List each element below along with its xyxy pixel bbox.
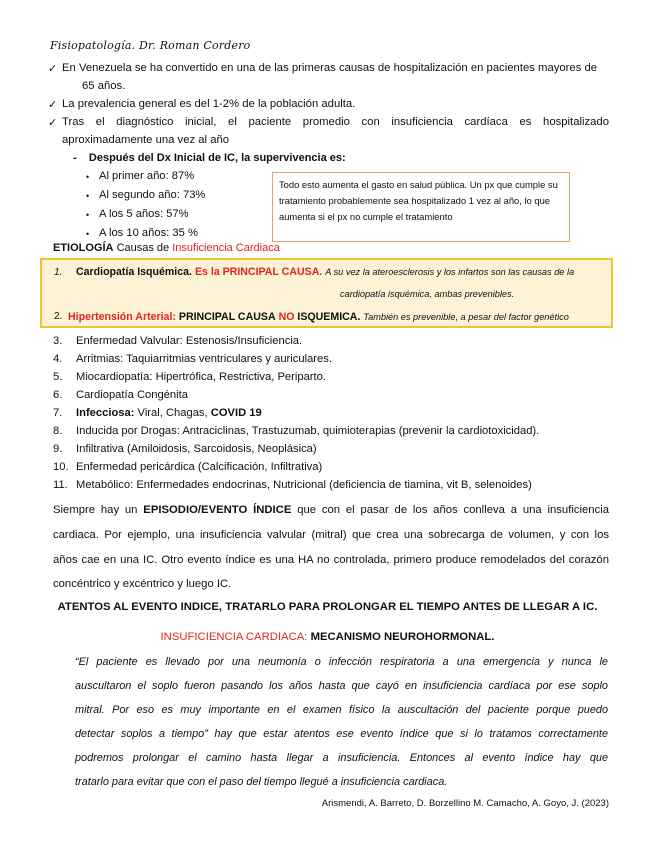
- citation: Arismendi, A. Barreto, D. Borzellino M. Camacho, A. Goyo, J. (2023): [321, 798, 609, 809]
- quote-line: tratarlo para evitar que con el paso del tiempo llegué a insuficiencia cardiaca.: [75, 776, 448, 788]
- event-text: que con el pasar de los años conlleva a una insuficiencia: [297, 504, 610, 516]
- cause-1-number: 1.: [54, 267, 63, 278]
- survival-item: Al segundo año: 73%: [99, 189, 206, 201]
- cause-number: 8.: [53, 425, 63, 437]
- survival-item: A los 5 años: 57%: [99, 208, 189, 220]
- etiology-mid: Causas de: [116, 242, 170, 254]
- cause-item: Cardiopatía Congénita: [76, 389, 188, 401]
- intro-point-1: En Venezuela se ha convertido en una de las primeras causas de hospitalización en pacientes mayores de: [62, 62, 598, 74]
- cause-2-bold: PRINCIPAL CAUSA: [178, 311, 276, 323]
- event-paragraph-line-2: cardiaca. Por ejemplo, una insuficiencia valvular (mitral) que crea una sobrecarga de volumen, y con los: [53, 529, 609, 541]
- intro-point-3: Tras el diagnóstico inicial, el paciente promedio con insuficiencia cardíaca es hospitalizado: [62, 116, 609, 128]
- check-icon: ✓: [48, 117, 58, 129]
- cause-number: 11.: [53, 479, 68, 491]
- survival-item: A los 10 años: 35 %: [99, 227, 198, 239]
- bullet-icon: •: [86, 229, 90, 239]
- quote-line: mitral. Por eso es muy importante en el examen físico la auscultación del paciente porque puedo: [75, 704, 608, 716]
- cause-2-red: Hipertensión Arterial:: [68, 311, 176, 323]
- quote-line: podremos prolongar el camino hasta llegar a insuficiencia. Entonces al evento índice hay que: [75, 752, 608, 764]
- cause-item: Enfermedad Valvular: Estenosis/Insuficiencia.: [76, 335, 303, 347]
- cause-bold: COVID 19: [210, 407, 262, 419]
- survival-item: Al primer año: 87%: [99, 170, 195, 182]
- mechanism-title-black: MECANISMO NEUROHORMONAL.: [310, 631, 495, 643]
- event-text: Siempre hay un: [53, 504, 138, 516]
- cause-item: Inducida por Drogas: Antraciclinas, Trastuzumab, quimioterapias (prevenir la cardiotoxicidad).: [76, 425, 540, 437]
- etiology-red: Insuficiencia Cardiaca: [172, 242, 280, 254]
- cause-2-no: NO: [278, 311, 295, 323]
- cause-1-note: A su vez la ateroesclerosis y los infartos son las causas de la: [325, 267, 575, 277]
- mechanism-title: [0, 631, 655, 643]
- cause-2: [68, 311, 569, 323]
- mechanism-title-red: INSUFICIENCIA CARDIACA:: [160, 631, 308, 643]
- cause-item: Enfermedad pericárdica (Calcificación, Infiltrativa): [76, 461, 323, 473]
- attention-heading: ATENTOS AL EVENTO INDICE, TRATARLO PARA PROLONGAR EL TIEMPO ANTES DE LLEGAR A IC.: [57, 601, 598, 613]
- bullet-icon: •: [86, 191, 90, 201]
- intro-point-3-cont: aproximadamente una vez al año: [62, 134, 230, 146]
- cause-2-bold-2: ISQUEMICA.: [297, 311, 361, 323]
- cause-2-note: También es prevenible, a pesar del factor genético: [363, 312, 569, 322]
- event-paragraph-line-4: concéntrico y excéntrico y luego IC.: [53, 578, 232, 590]
- etiology-label: ETIOLOGÍA: [53, 242, 114, 254]
- check-icon: ✓: [48, 63, 58, 75]
- cause-1-title: Cardiopatía Isquémica.: [76, 266, 192, 278]
- cause-item: Metabólico: Enfermedades endocrinas, Nutricional (deficiencia de tiamina, vit B, selenoides): [76, 479, 532, 491]
- survival-heading: - Después del Dx Inicial de IC, la supervivencia es:: [73, 152, 346, 164]
- cause-1-note-cont: cardiopatía isquémica, ambas prevenibles.: [340, 289, 515, 299]
- cause-number: 7.: [53, 407, 63, 419]
- event-bold: EPISODIO/EVENTO ÍNDICE: [143, 504, 292, 516]
- cause-item: Miocardiopatía: Hipertrófica, Restrictiva, Periparto.: [76, 371, 326, 383]
- cause-number: 5.: [53, 371, 63, 383]
- cause-number: 10.: [53, 461, 69, 473]
- cause-1: [76, 266, 574, 278]
- cause-bold: Infecciosa:: [76, 407, 135, 419]
- quote-line: detectar soplos a tiempo” hay que estar atentos ese evento índice que si lo tratamos correctamente: [75, 728, 608, 740]
- check-icon: ✓: [48, 99, 58, 111]
- etiology-title: [53, 242, 280, 254]
- cause-number: 3.: [53, 335, 63, 347]
- intro-point-2: La prevalencia general es del 1-2% de la población adulta.: [62, 98, 356, 110]
- cause-2-number: 2.: [54, 311, 63, 322]
- bullet-icon: •: [86, 210, 90, 220]
- cause-number: 4.: [53, 353, 63, 365]
- intro-point-1-cont: 65 años.: [82, 80, 126, 92]
- bullet-icon: •: [86, 172, 90, 182]
- cause-number: 6.: [53, 389, 63, 401]
- quote-line: auscultaron el soplo fueron pasando los años hasta que cayó en insuficiencia cardíaca por ese soplo: [75, 680, 608, 692]
- cause-number: 9.: [53, 443, 63, 455]
- note-box: Todo esto aumenta el gasto en salud pública. Un px que cumple su tratamiento probablemente sea hospitalizado 1 vez al año, lo que aumenta si el px no cumple el tratamiento: [272, 172, 570, 242]
- cause-item: Infiltrativa (Amiloidosis, Sarcoidosis, Neoplásica): [76, 443, 317, 455]
- cause-text: Viral, Chagas,: [134, 407, 211, 419]
- cause-item: [76, 407, 262, 419]
- event-paragraph-line-3: años cae en una IC. Otro evento índice es una HA no controlada, primero produce remodelados del corazón: [53, 554, 609, 566]
- page-header: Fisiopatología. Dr. Roman Cordero: [50, 39, 251, 52]
- event-paragraph-line-1: [53, 504, 609, 516]
- cause-item: Arritmias: Taquiarritmias ventriculares y auriculares.: [76, 353, 332, 365]
- cause-1-red: Es la PRINCIPAL CAUSA.: [194, 266, 323, 278]
- quote-line: “El paciente es llevado por una neumonía o infección respiratoria a una emergencia y nunca le: [75, 656, 608, 668]
